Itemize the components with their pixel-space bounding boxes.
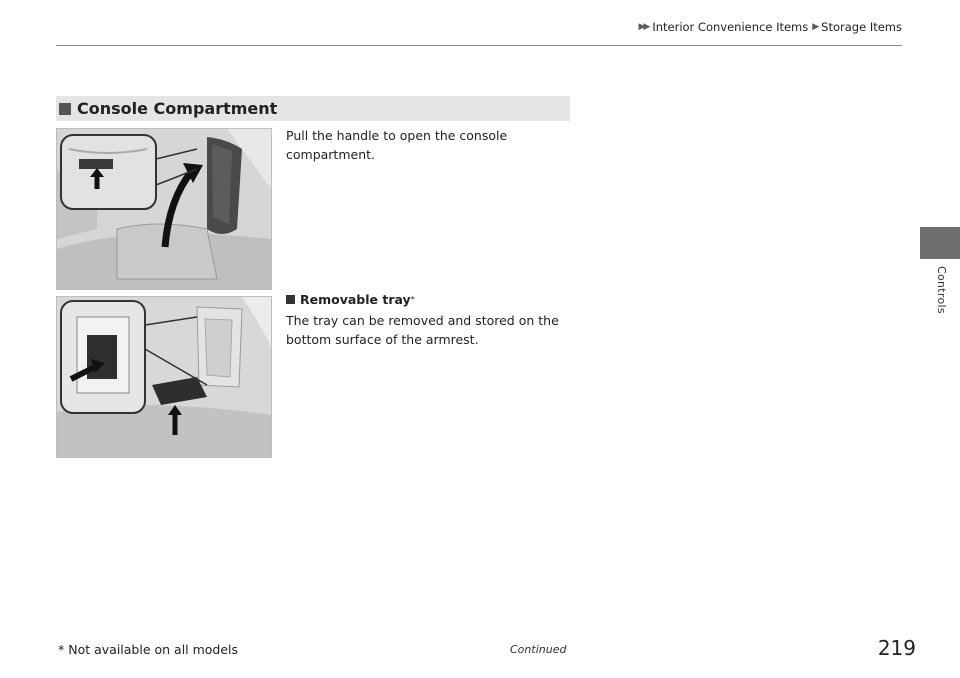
arrow-icon: ▶ [812,22,818,32]
tray-heading [286,292,415,307]
console-handle-illustration [56,128,272,290]
console-instruction: Pull the handle to open the console compartment. [286,128,508,162]
tray-description: The tray can be removed and stored on the bottom surface of the armrest. [286,313,559,347]
tray-heading-text: Removable tray [300,292,411,307]
footnote-mark: * [410,295,415,304]
page-number: 219 [877,636,916,660]
removable-tray-illustration [56,296,272,458]
continued-label: Continued [510,643,567,656]
square-bullet-icon [59,103,71,115]
double-arrow-icon: ▶▶ [638,22,649,32]
chapter-tab-label: Controls [935,266,948,314]
square-bullet-icon [286,295,295,304]
footnote: * Not available on all models [58,642,239,657]
header-rule [56,45,902,46]
section-title: Console Compartment [77,99,278,118]
breadcrumb-item-storage[interactable]: Storage Items [821,20,902,34]
breadcrumb-item-interior[interactable]: Interior Convenience Items [652,20,809,34]
breadcrumb [638,20,902,34]
section-header [56,96,570,121]
chapter-tab[interactable] [920,227,960,259]
